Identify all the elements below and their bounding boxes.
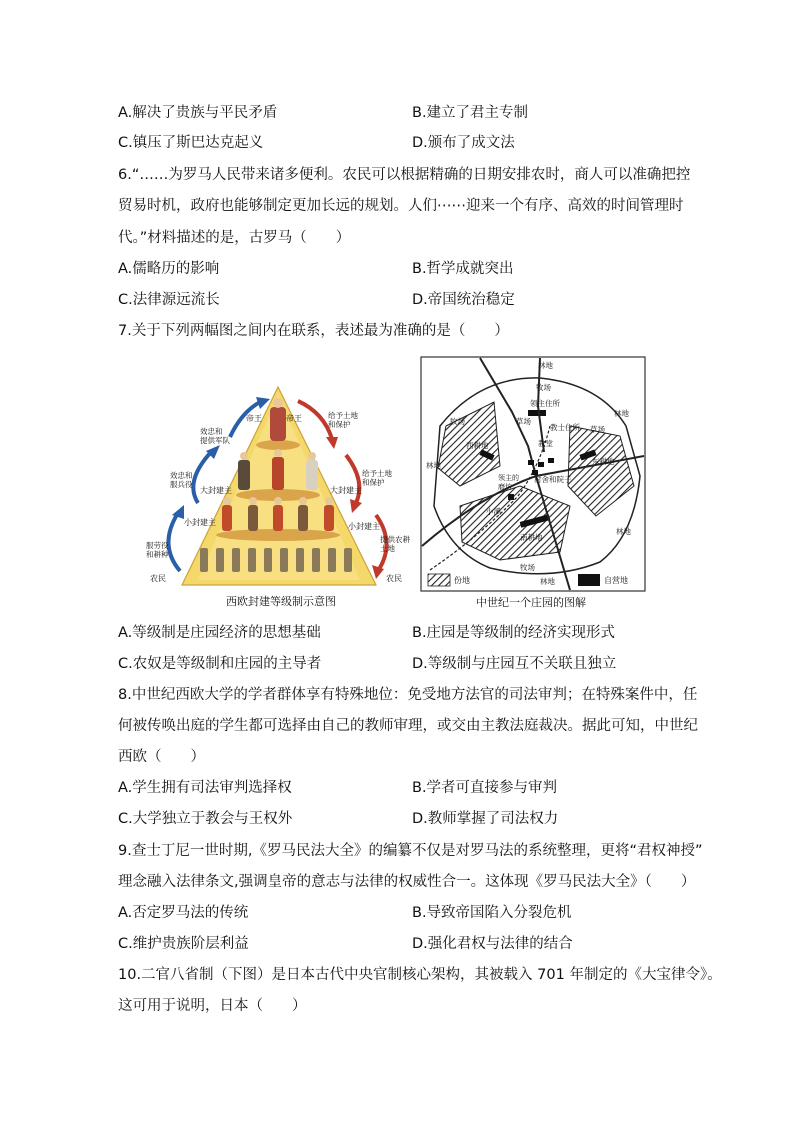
- pyramid-arrow-label-right-2: 给予土地 和保护: [362, 469, 392, 487]
- manor-diagram-figure: [420, 356, 646, 610]
- manor-label-forest-bottom: 林地: [540, 577, 555, 586]
- q7-stem: 7.关于下列两幅图之间内在联系，表述最为准确的是（ ）: [118, 323, 509, 339]
- q10-stem-line-1: 10.二官八省制（下图）是日本古代中央官制核心架构，其被载入 701 年制定的《大宝律令》。: [118, 967, 722, 983]
- pyramid-arrow-label-left-2: 效忠和 服兵役: [170, 471, 193, 489]
- pyramid-arrow-label-right-3: 提供农耕 土地: [380, 535, 410, 553]
- manor-label-stream: 小溪: [486, 507, 501, 516]
- manor-label-meadow-right: 草场: [590, 425, 605, 434]
- manor-label-pasture-top: 牧场: [536, 383, 551, 392]
- q10-stem-line-2: 这可用于说明，日本（ ）: [118, 998, 307, 1014]
- q9-stem-line-2: 理念融入法律条文,强调皇帝的意志与法律的权威性合一。这体现《罗马民法大全》（ ）: [118, 874, 696, 890]
- manor-label-meadow-left: 草场: [516, 417, 531, 426]
- q8-option-b: B.学者可直接参与审判: [412, 780, 558, 796]
- q8-stem-line-1: 8.中世纪西欧大学的学者群体享有特殊地位：免受地方法官的司法审判；在特殊案件中，任: [118, 687, 698, 703]
- q6-stem-line-3: 代。”材料描述的是，古罗马（ ）: [118, 230, 351, 246]
- q5-option-a: A.解决了贵族与平民矛盾: [118, 105, 278, 121]
- manor-label-south-field: 南耕地: [520, 533, 543, 542]
- manor-label-forest-left: 林地: [426, 461, 441, 470]
- manor-label-east-field: 东耕地: [592, 457, 615, 466]
- q8-option-d: D.教师掌握了司法权力: [412, 811, 559, 827]
- q9-option-b: B.导致帝国陷入分裂危机: [412, 905, 572, 921]
- q5-option-c: C.镇压了斯巴达克起义: [118, 135, 264, 151]
- q7-option-a: A.等级制是庄园经济的思想基础: [118, 625, 321, 641]
- manor-label-mill: 领主的磨坊: [498, 474, 519, 491]
- pyramid-level-emperor-left: 帝王: [246, 414, 262, 423]
- pyramid-arrow-label-right-1: 给予土地 和保护: [328, 411, 358, 429]
- feudal-pyramid-figure: [140, 385, 412, 610]
- q8-stem-line-2: 何被传唤出庭的学生都可选择由自己的教师审理，或交由主教法庭裁决。据此可知，中世纪: [118, 718, 698, 734]
- q9-option-c: C.维护贵族阶层利益: [118, 936, 249, 952]
- q6-stem-line-1: 6.“……为罗马人民带来诸多便利。农民可以根据精确的日期安排农时，商人可以准确把控: [118, 167, 691, 183]
- manor-legend-demesne: 自营地: [604, 576, 628, 585]
- pyramid-level-knight-left: 小封建主: [184, 518, 216, 527]
- manor-label-pasture-left: 牧场: [450, 417, 465, 426]
- manor-label-priest-residence: 教士住所: [550, 423, 580, 432]
- pyramid-level-emperor-right: 帝王: [286, 414, 302, 423]
- q6-option-c: C.法律源远流长: [118, 292, 220, 308]
- pyramid-arrow-label-left-1: 效忠和 提供军队: [200, 427, 230, 445]
- manor-legend-tenant-land: 份地: [454, 576, 470, 585]
- manor-label-forest-right-top: 林地: [614, 409, 629, 418]
- q6-stem-line-2: 贸易时机，政府也能够制定更加长远的规划。人们⋯⋯迎来一个有序、高效的时间管理时: [118, 198, 684, 214]
- manor-label-village: 村舍和院子: [534, 475, 572, 484]
- q6-option-b: B.哲学成就突出: [412, 261, 514, 277]
- q7-option-b: B.庄园是等级制的经济实现形式: [412, 625, 616, 641]
- q9-stem-line-1: 9.查士丁尼一世时期,《罗马民法大全》的编纂不仅是对罗马法的系统整理，更将“君权神授”: [118, 843, 703, 859]
- pyramid-level-lord-left: 大封建主: [200, 486, 232, 495]
- q6-option-d: D.帝国统治稳定: [412, 292, 515, 308]
- q6-option-a: A.儒略历的影响: [118, 261, 220, 277]
- q8-option-a: A.学生拥有司法审判选择权: [118, 780, 292, 796]
- pyramid-level-peasant-right: 农民: [386, 574, 402, 583]
- q5-option-b: B.建立了君主专制: [412, 105, 529, 121]
- q8-stem-line-3: 西欧（ ）: [118, 749, 205, 765]
- pyramid-arrow-label-left-3: 服劳役 和耕种: [146, 541, 169, 559]
- pyramid-caption: 西欧封建等级制示意图: [226, 595, 336, 608]
- q7-option-d: D.等级制与庄园互不关联且独立: [412, 656, 617, 672]
- manor-caption: 中世纪一个庄园的图解: [476, 596, 586, 609]
- pyramid-level-knight-right: 小封建主: [348, 522, 380, 531]
- manor-label-pasture-bottom: 牧场: [520, 563, 535, 572]
- manor-label-lord-residence: 领主住所: [530, 399, 560, 408]
- q9-option-d: D.强化君权与法律的结合: [412, 936, 573, 952]
- manor-label-church: 教堂: [538, 439, 553, 448]
- manor-label-west-field: 西耕地: [466, 441, 489, 450]
- q5-option-d: D.颁布了成文法: [412, 135, 515, 151]
- pyramid-level-peasant-left: 农民: [150, 574, 166, 583]
- q7-option-c: C.农奴是等级制和庄园的主导者: [118, 656, 322, 672]
- q9-option-a: A.否定罗马法的传统: [118, 905, 249, 921]
- manor-label-forest-top: 林地: [538, 361, 553, 370]
- pyramid-level-lord-right: 大封建主: [330, 486, 362, 495]
- q8-option-c: C.大学独立于教会与王权外: [118, 811, 293, 827]
- manor-label-forest-right-bottom: 林地: [616, 527, 631, 536]
